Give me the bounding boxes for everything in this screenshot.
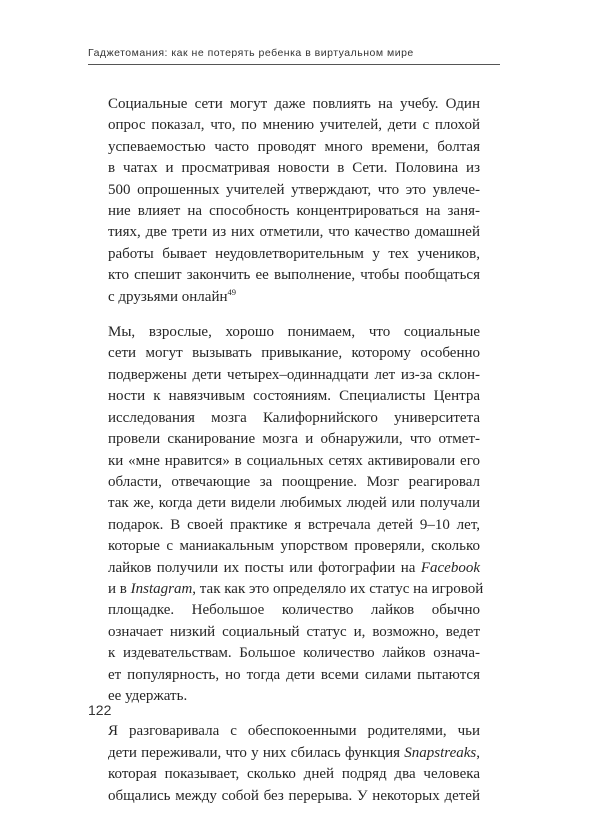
text-line-last: ее удержать.: [108, 687, 188, 704]
text-line: области, отвечающие за поощрение. Мозг реагировал: [108, 473, 480, 490]
text-line: которые с маниакальным упорством проверяли, сколько: [108, 538, 480, 555]
text-segment: дети переживали, что у них сбилась функция: [108, 744, 405, 761]
text-line: подарок. В своей практике я встречала детей 9–10 лет,: [108, 516, 480, 533]
text-segment: , так как это определяло их статус на игровой: [192, 580, 484, 597]
text-line: к издевательствам. Большое количество лайков означа-: [108, 645, 480, 662]
text-line: Социальные сети могут даже повлиять на учебу. Один: [108, 96, 480, 112]
italic-term-snapstreaks: Snapstreaks: [404, 744, 477, 761]
text-line: работы бывает неудовлетворительным у тех учеников,: [108, 245, 480, 262]
paragraph-3: [108, 721, 480, 807]
text-line: [108, 743, 480, 764]
text-line: опрос показал, что, по мнению учителей, дети с плохой: [108, 117, 480, 134]
paragraph-1: [108, 94, 480, 308]
text-line: ние влияет на способность концентрироваться на заня-: [108, 203, 480, 220]
text-line: ет популярность, но тогда дети всеми силами пытаются: [108, 666, 480, 683]
text-line-content: с друзьями онлайн: [108, 288, 228, 305]
text-line: успеваемостью часто проводят много времени, болтая: [108, 138, 480, 155]
text-line: исследования мозга Калифорнийского университета: [108, 409, 480, 426]
header-divider: [88, 64, 500, 65]
text-line-last: [108, 287, 480, 308]
text-line: сети могут вызывать привыкание, которому особенно: [108, 345, 480, 362]
text-line: общались между собой без перерыва. У некоторых детей: [108, 787, 480, 804]
italic-term-instagram: Instagram: [130, 580, 193, 597]
footnote-reference[interactable]: 49: [227, 286, 237, 297]
text-line: так же, когда дети видели любимых людей или получали: [108, 495, 480, 512]
page-body: [108, 94, 484, 821]
text-line: кто спешит закончить ее выполнение, чтобы пообщаться: [108, 267, 480, 284]
text-line: [108, 579, 484, 600]
text-segment: лайков получили их посты или фотографии на: [108, 559, 421, 576]
text-line: в чатах и просматривая новости в Сети. Половина из: [108, 160, 480, 177]
italic-term-facebook: Facebook: [420, 559, 480, 576]
text-line: площадке. Небольшое количество лайков обычно: [108, 602, 480, 619]
text-line: Мы, взрослые, хорошо понимаем, что социальные: [108, 324, 480, 341]
text-segment: и в: [108, 580, 131, 597]
text-line: Я разговаривала с обеспокоенными родителями, чьи: [108, 723, 480, 740]
text-line: 500 опрошенных учителей утверждают, что это увлече-: [108, 181, 480, 198]
text-line: [108, 558, 480, 579]
page-number: 122: [88, 702, 112, 718]
text-line: означает низкий социальный статус и, возможно, ведет: [108, 623, 480, 640]
text-line: которая показывает, сколько дней подряд два человека: [108, 766, 480, 783]
text-line: тиях, две трети из них отметили, что качество домашней: [108, 224, 480, 241]
text-line: ности к навязчивым состояниям. Специалисты Центра: [108, 388, 480, 405]
text-line: подвержены дети четырех–одиннадцати лет из-за склон-: [108, 366, 480, 383]
running-header: Гаджетомания: как не потерять ребенка в виртуальном мире: [88, 47, 414, 59]
text-line: ки «мне нравится» в социальных сетях активировали его: [108, 452, 480, 469]
paragraph-2: [108, 322, 484, 707]
text-line: провели сканирование мозга и обнаружили, что отмет-: [108, 431, 480, 448]
text-segment: ,: [476, 744, 480, 761]
